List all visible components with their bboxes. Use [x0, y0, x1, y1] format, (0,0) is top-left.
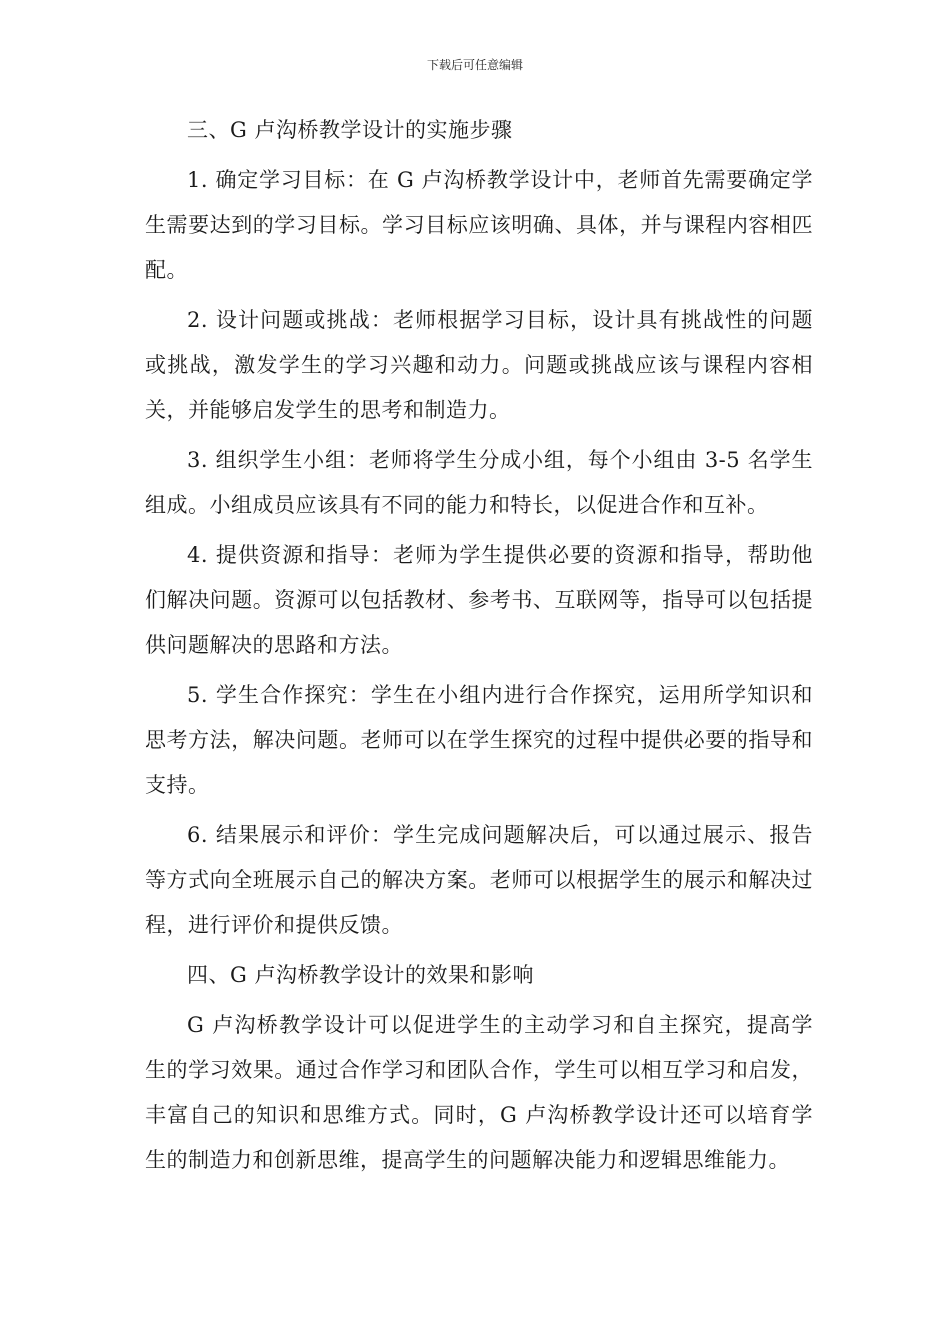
paragraph-step-3: 3. 组织学生小组：老师将学生分成小组，每个小组由 3-5 名学生组成。小组成员应该具有不同的能力和特长，以促进合作和互补。	[145, 448, 813, 517]
paragraph-effects: G 卢沟桥教学设计可以促进学生的主动学习和自主探究，提高学生的学习效果。通过合作学习和团队合作，学生可以相互学习和启发，丰富自己的知识和思维方式。同时，G 卢沟桥教学设计还可以培育学生的制造力和创新思维，提高学生的问题解决能力和逻辑思维能力。	[145, 1013, 813, 1172]
paragraph-step-5: 5. 学生合作探究：学生在小组内进行合作探究，运用所学知识和思考方法，解决问题。老师可以在学生探究的过程中提供必要的指导和支持。	[145, 683, 813, 797]
section-heading-effects: 四、G 卢沟桥教学设计的效果和影响	[187, 963, 534, 987]
document-body	[145, 108, 813, 1188]
paragraph-step-2: 2. 设计问题或挑战：老师根据学习目标，设计具有挑战性的问题或挑战，激发学生的学习兴趣和动力。问题或挑战应该与课程内容相关，并能够启发学生的思考和制造力。	[145, 308, 813, 422]
section-heading-implementation-steps: 三、G 卢沟桥教学设计的实施步骤	[187, 118, 513, 142]
page-header: 下载后可任意编辑	[426, 58, 523, 72]
paragraph-step-4: 4. 提供资源和指导：老师为学生提供必要的资源和指导，帮助他们解决问题。资源可以包括教材、参考书、互联网等，指导可以包括提供问题解决的思路和方法。	[145, 543, 813, 657]
paragraph-step-1: 1. 确定学习目标：在 G 卢沟桥教学设计中，老师首先需要确定学生需要达到的学习目标。学习目标应该明确、具体，并与课程内容相匹配。	[145, 168, 813, 282]
paragraph-step-6: 6. 结果展示和评价：学生完成问题解决后，可以通过展示、报告等方式向全班展示自己的解决方案。老师可以根据学生的展示和解决过程，进行评价和提供反馈。	[145, 823, 813, 937]
